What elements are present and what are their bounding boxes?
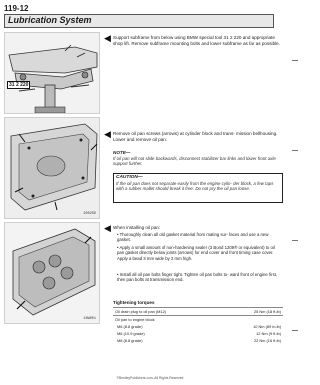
torque-label: M6 (10.9 grade) bbox=[117, 331, 145, 336]
torque-label: Oil pan to engine block bbox=[113, 316, 221, 324]
torque-label: M8 (8.8 grade) bbox=[117, 338, 143, 343]
step-remove-oil-pan: Remove oil pan screws (arrows) at cylinder block and trans- mission bellhousing. Lower and remove oil pan. bbox=[113, 131, 278, 142]
note-body: If oil pan will not slide backwards, disconnect stabilizer bar links and lower front axle support further. bbox=[113, 156, 276, 167]
margin-mark bbox=[292, 150, 298, 151]
figure-ref: 2002SD bbox=[83, 212, 96, 216]
torque-table bbox=[113, 307, 283, 344]
engine-block-illustration bbox=[5, 223, 100, 324]
page-number: 119-12 bbox=[4, 4, 29, 13]
margin-mark bbox=[292, 60, 298, 61]
margin-mark bbox=[292, 330, 298, 331]
torque-label: Oil drain plug to oil pan (M12) bbox=[113, 308, 221, 316]
margin-mark bbox=[292, 240, 298, 241]
figure-oil-pan-screws bbox=[4, 117, 100, 219]
oil-pan-illustration bbox=[5, 118, 100, 219]
table-row bbox=[113, 323, 283, 330]
torque-value: 10 Nm (89 in-lb) bbox=[253, 324, 281, 329]
install-bullet: • Install all oil pan bolts finger tight. Tighten oil pan bolts to- ward front of engine first, then pan bolts at transmission end. bbox=[117, 272, 283, 283]
page-footer: ©BentleyPublishers.com–All Rights Reserved bbox=[116, 376, 184, 380]
figure-subframe-support bbox=[4, 32, 100, 114]
torque-value: 22 Nm (16 ft-lb) bbox=[253, 338, 281, 343]
table-row bbox=[113, 330, 283, 337]
figure-ref: 16W001 bbox=[83, 317, 96, 321]
install-bullet: • Thoroughly clean all old gasket material from mating sur- faces and use a new gasket. bbox=[117, 232, 283, 243]
subframe-illustration bbox=[5, 33, 100, 114]
step-installing-oil-pan: When installing oil pan: bbox=[113, 225, 161, 230]
step-arrow-icon: ◀ bbox=[104, 33, 111, 43]
step-support-subframe: Support subframe from below using BMW special tool 31 2 220 and appropriate shop lift. Remove subframe mounting bolts and lower subframe as far as possible. bbox=[113, 35, 280, 46]
torque-value: 25 Nm (18 ft-lb) bbox=[221, 308, 283, 316]
table-row bbox=[113, 308, 283, 316]
torque-table-title: Tightening torques bbox=[113, 300, 155, 305]
table-row bbox=[113, 337, 283, 344]
figure-gasket-sealer bbox=[4, 222, 100, 324]
torque-value bbox=[221, 316, 283, 324]
caution-body: If the oil pan does not separate easily from the engine cylin- der block, a few taps with a rubber mallet should break it free. Do not pry the oil pan loose. bbox=[116, 181, 274, 192]
install-bullet: • Apply a small amount of non-hardening sealer (3 Bond 1209® or equivalent) to oil pan gasket directly below joints (arrows) for end cover and front timing case cover. Apply a bead 3 mm wide by 2 mm high. bbox=[117, 245, 283, 261]
step-arrow-icon: ◀ bbox=[104, 223, 111, 233]
step-arrow-icon: ◀ bbox=[104, 129, 111, 139]
caution-title: CAUTION— bbox=[116, 175, 143, 180]
torque-label: M6 (8.8 grade) bbox=[117, 324, 143, 329]
table-row bbox=[113, 316, 283, 324]
torque-value: 12 Nm (9 ft-lb) bbox=[256, 331, 281, 336]
section-title: Lubrication System bbox=[8, 15, 92, 25]
figure-callout: 31 2 220 bbox=[9, 82, 29, 88]
note-title: NOTE— bbox=[113, 150, 131, 155]
